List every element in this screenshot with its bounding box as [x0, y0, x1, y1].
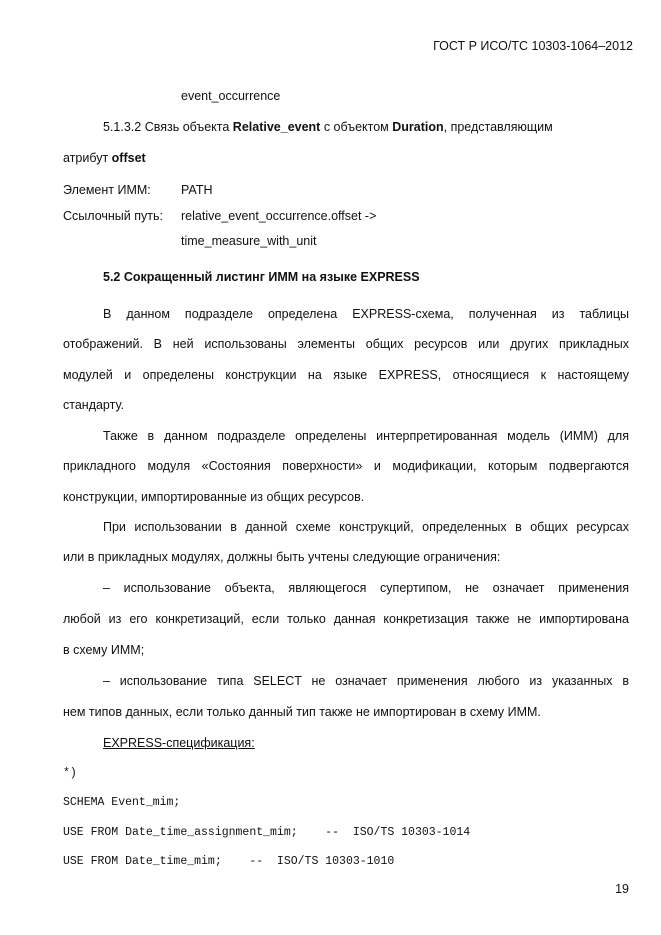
section-heading-5-1-3-2: 5.1.3.2 Связь объекта Relative_event с объектом Duration, представляющим	[103, 120, 553, 134]
reference-path-line2: time_measure_with_unit	[181, 234, 317, 248]
paragraph-line: прикладного модуля «Состояния поверхности» и модификации, которым подвергаются	[63, 459, 629, 473]
paragraph-line: или в прикладных модулях, должны быть учтены следующие ограничения:	[63, 550, 501, 564]
paragraph-line: При использовании в данной схеме конструкций, определенных в общих ресурсах	[103, 520, 629, 534]
page-header: ГОСТ Р ИСО/ТС 10303-1064–2012	[433, 39, 633, 53]
paragraph-line: модулей и определены конструкции на языке EXPRESS, относящиеся к настоящему	[63, 368, 629, 382]
entity-relative-event: Relative_event	[232, 120, 321, 134]
section-heading-5-2: 5.2 Сокращенный листинг ИММ на языке EXPRESS	[103, 270, 420, 284]
list-item-line: в схему ИММ;	[63, 643, 145, 657]
mim-element-label: Элемент ИММ:	[63, 183, 151, 197]
path-continuation: event_occurrence	[181, 89, 281, 103]
list-item-line: нем типов данных, если только данный тип также не импортирован в схему ИММ.	[63, 705, 541, 719]
list-item-line: любой из его конкретизаций, если только данная конкретизация также не импортирована	[63, 612, 629, 626]
paragraph-line: Также в данном подразделе определены интерпретированная модель (ИММ) для	[103, 429, 629, 443]
paragraph-line: стандарту.	[63, 398, 124, 412]
reference-path-label: Ссылочный путь:	[63, 209, 163, 223]
paragraph-line: конструкции, импортированные из общих ресурсов.	[63, 490, 365, 504]
list-item-line: – использование объекта, являющегося супертипом, не означает применения	[103, 581, 629, 595]
entity-duration: Duration	[392, 120, 444, 134]
code-line: *)	[63, 767, 77, 780]
reference-path-line1: relative_event_occurrence.offset ->	[181, 209, 377, 223]
code-line: USE FROM Date_time_assignment_mim; -- ISO/TS 10303-1014	[63, 826, 471, 839]
attribute-offset: offset	[111, 151, 146, 165]
code-line: USE FROM Date_time_mim; -- ISO/TS 10303-1010	[63, 855, 395, 868]
list-item-line: – использование типа SELECT не означает применения любого из указанных в	[103, 674, 629, 688]
page-number: 19	[615, 882, 629, 896]
code-line: SCHEMA Event_mim;	[63, 796, 181, 809]
paragraph-line: В данном подразделе определена EXPRESS-схема, полученная из таблицы	[103, 307, 629, 321]
mim-element-value: PATH	[181, 183, 213, 197]
express-spec-label: EXPRESS-спецификация:	[103, 736, 255, 750]
paragraph-line: отображений. В ней использованы элементы общих ресурсов или других прикладных	[63, 337, 629, 351]
section-heading-line2: атрибут offset	[63, 151, 146, 165]
